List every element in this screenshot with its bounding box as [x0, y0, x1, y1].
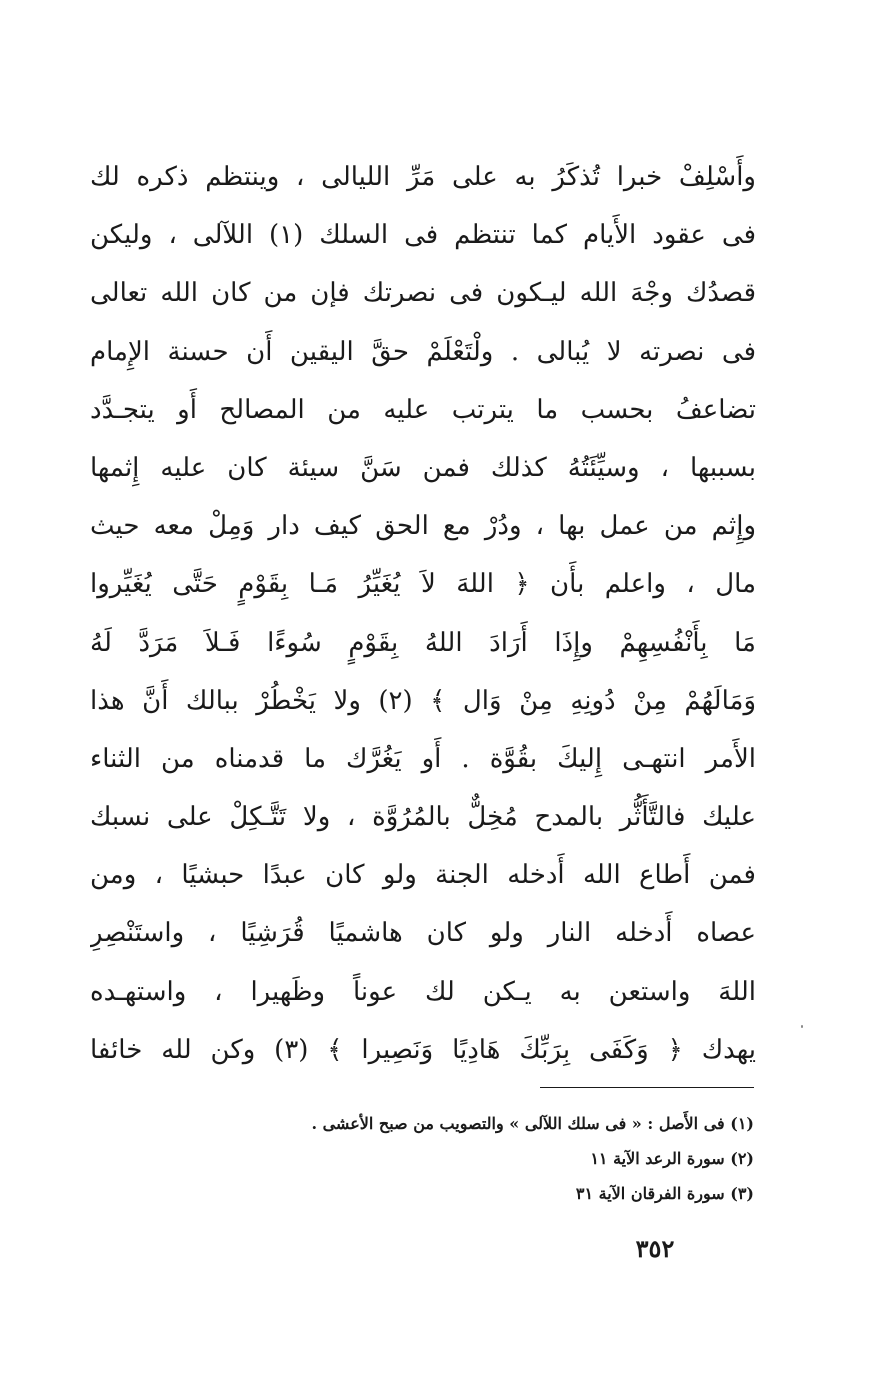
text-line: اللهَ واستعن به يـكن لك عوناً وظَهيرا ، واستهـده	[90, 976, 756, 1007]
text-line: مال ، واعلم بأَن ﴿ اللهَ لاَ يُغَيِّرُ مَـا بِقَوْمٍ حَتَّى يُغَيِّروا	[90, 569, 756, 600]
text-line: الأَمر انتهـى إِليكَ بقُوَّة . أَو يَغُرَّك ما قدمناه من الثناء	[90, 743, 756, 774]
text-line: وأَسْلِفْ خبرا تُذكَرُ به على مَرِّ الليالى ، وينتظم ذكره لك	[90, 162, 756, 192]
text-line: يهدك ﴿ وَكَفَى بِرَبِّكَ هَادِيًا وَنَصِيرا ﴾ (٣) وكن لله خائفا	[90, 1034, 756, 1065]
text-line: تضاعفُ بحسب ما يترتب عليه من المصالح أَو يتجـدَّد	[90, 394, 756, 425]
text-line: عصاه أَدخله النار ولو كان هاشميًا قُرَشِيًا ، واستَنْصِرِ	[90, 918, 756, 949]
text-line: فى عقود الأَيام كما تنتظم فى السلك (١) اللآلى ، وليكن	[90, 220, 756, 251]
page-number: ٣٥٢	[635, 1234, 675, 1263]
main-text-block	[90, 148, 756, 1079]
text-line: فى نصرته لا يُبالى . ولْتَعْلَمْ حقَّ اليقين أَن حسنة الإِمام	[90, 336, 756, 367]
text-line: عليك فالتَّأَثُّر بالمدح مُخِلٌّ بالمُرُوَّة ، ولا تَتَّـكِلْ على نسبك	[90, 802, 756, 833]
footnote-3: (٣) سورة الفرقان الآية ٣١	[575, 1184, 754, 1203]
text-line: مَا بِأَنْفُسِهِمْ وإِذَا أَرَادَ اللهُ بِقَوْمٍ سُوءًا فَـلاَ مَرَدَّ لَهُ	[90, 627, 756, 658]
footnote-divider	[540, 1087, 754, 1088]
text-line: وَمَالَهُمْ مِنْ دُونِهِ مِنْ وَال ﴾ (٢) ولا يَخْطُرْ ببالك أَنَّ هذا	[90, 685, 756, 716]
text-line: بسببها ، وسيِّئَتُهُ كذلك فمن سَنَّ سيئة كان عليه إِثمها	[90, 452, 756, 483]
scan-speck	[801, 1025, 803, 1028]
text-line: قصدُك وجْهَ الله ليـكون فى نصرتك فإن من كان الله تعالى	[90, 278, 756, 309]
footnote-1: (١) فى الأَصل : « فى سلك اللآلى » والتصويب من صبح الأعشى .	[311, 1114, 754, 1133]
footnote-2: (٢) سورة الرعد الآية ١١	[590, 1149, 754, 1168]
text-line: وإِثم من عمل بها ، ودُرْ مع الحق كيف دار وَمِلْ معه حيث	[90, 511, 756, 542]
text-line: فمن أَطاع الله أَدخله الجنة ولو كان عبدًا حبشيًا ، ومن	[90, 860, 756, 891]
footnotes	[260, 1106, 754, 1211]
